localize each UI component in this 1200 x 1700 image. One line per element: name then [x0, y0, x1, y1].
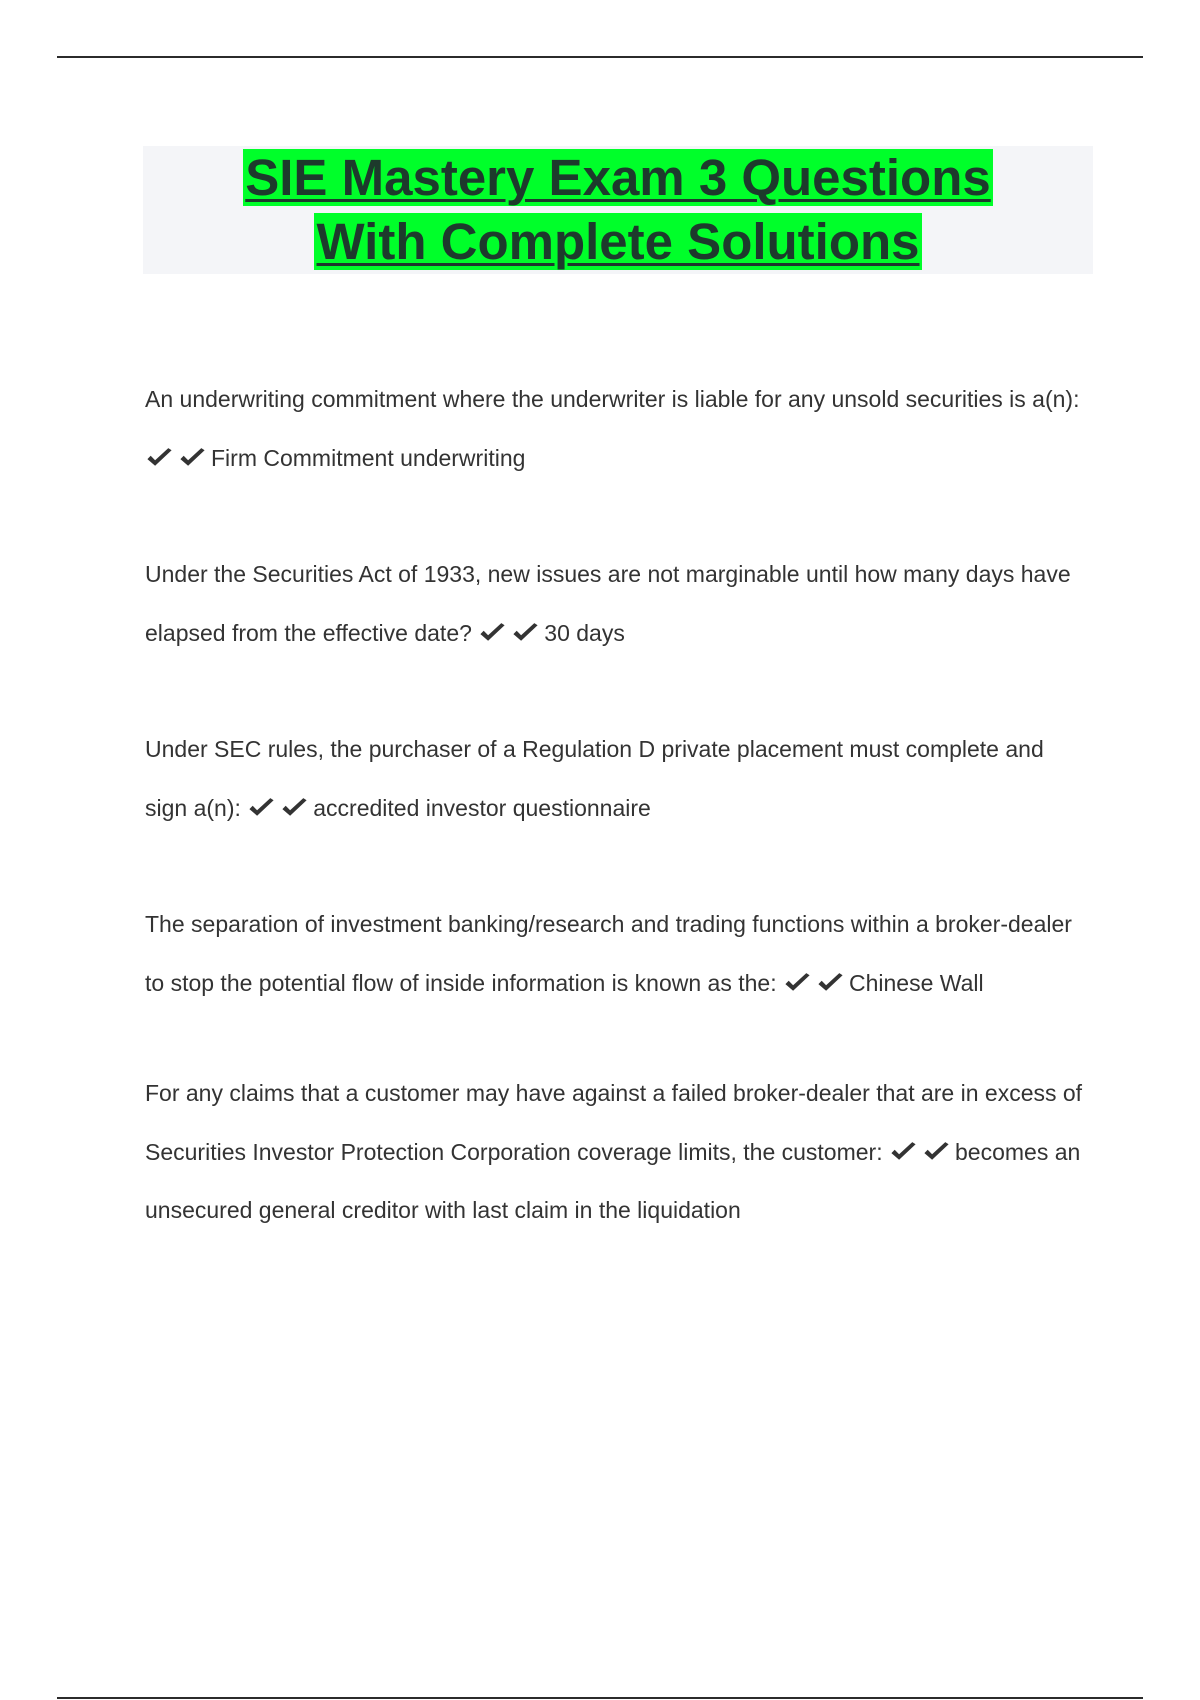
question-text: The separation of investment banking/research and trading functions within a broker-dealer to stop the potential flow of inside information is known as the: — [145, 911, 1072, 996]
answer-text: Firm Commitment underwriting — [211, 444, 526, 471]
check-icon — [783, 972, 812, 994]
qa-item — [145, 370, 1085, 487]
qa-item — [145, 545, 1085, 662]
answer-text: accredited investor questionnaire — [313, 794, 651, 821]
question-text: For any claims that a customer may have against a failed broker-dealer that are in excess of Securities Investor Protection Corporation coverage limits, the customer: — [145, 1080, 1083, 1165]
top-divider — [57, 56, 1143, 58]
check-icon — [889, 1141, 918, 1163]
title-line-2: With Complete Solutions — [316, 213, 920, 270]
answer-text: Chinese Wall — [848, 969, 984, 996]
bottom-divider — [57, 1697, 1143, 1699]
answer-text: 30 days — [544, 619, 625, 646]
check-icon — [478, 622, 507, 644]
check-icon — [280, 797, 309, 819]
check-icon — [511, 622, 540, 644]
qa-item — [145, 895, 1085, 1012]
qa-item — [145, 720, 1085, 837]
question-text: An underwriting commitment where the underwriter is liable for any unsold securities is a(n): — [145, 386, 1080, 412]
page-title — [143, 146, 1093, 274]
check-icon — [247, 797, 276, 819]
title-line-1: SIE Mastery Exam 3 Questions — [245, 149, 991, 206]
check-icon — [178, 447, 207, 469]
question-text: Under SEC rules, the purchaser of a Regulation D private placement must complete and sign a(n): — [145, 736, 1044, 821]
question-text: Under the Securities Act of 1933, new issues are not marginable until how many days have elapsed from the effective date? — [145, 561, 1071, 646]
check-icon — [816, 972, 845, 994]
check-icon — [922, 1141, 951, 1163]
question-list — [145, 370, 1085, 1298]
check-icon — [145, 447, 174, 469]
qa-item — [145, 1064, 1085, 1240]
answer-text: becomes an unsecured general creditor with last claim in the liquidation — [145, 1138, 1081, 1223]
